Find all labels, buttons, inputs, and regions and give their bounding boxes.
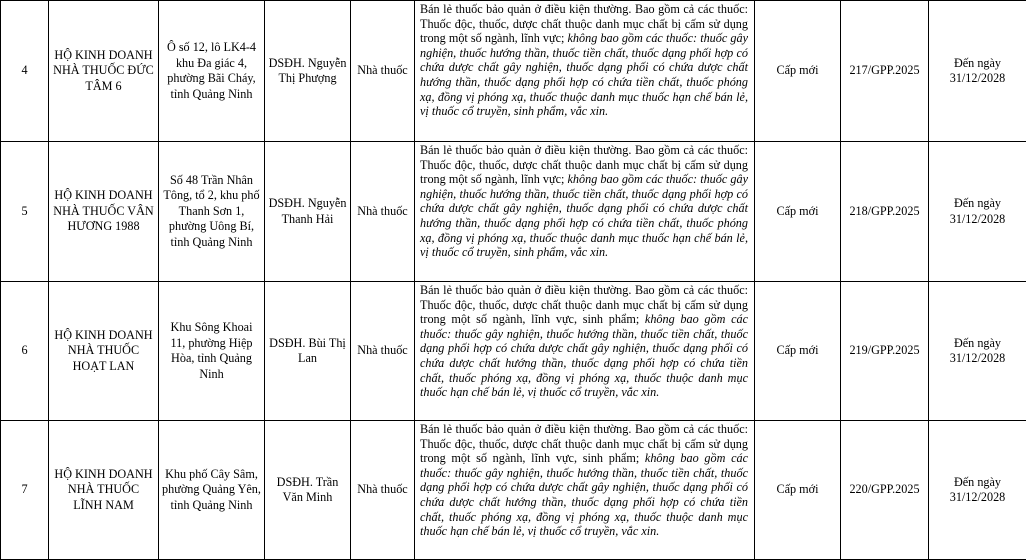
- expiry-date: Đến ngày 31/12/2028: [929, 282, 1026, 421]
- table-row: [1, 282, 1026, 421]
- row-number: 4: [1, 1, 49, 142]
- business-address: Số 48 Trần Nhân Tông, tổ 2, khu phố Thanh Sơn 1, phường Uông Bí, tỉnh Quảng Ninh: [159, 142, 265, 282]
- scope-plain-text: Bán lẻ thuốc bảo quản ở điều kiện thường. Bao gồm cả các thuốc: Thuốc độc, thuốc, dược chất thuộc danh mục chất bị cấm sử dụng trong một số ngành, lĩnh vực;: [420, 143, 748, 186]
- issuance-form: Cấp mới: [755, 421, 841, 560]
- certificate-number: 219/GPP.2025: [841, 282, 929, 421]
- responsible-pharmacist: DSĐH. Nguyễn Thị Phượng: [265, 1, 351, 142]
- business-address: Khu Sông Khoai 11, phường Hiệp Hòa, tỉnh Quảng Ninh: [159, 282, 265, 421]
- scope-excluded-text: không bao gồm các thuốc: thuốc gây nghiện, thuốc hướng thần, thuốc tiền chất, thuốc dạng phối hợp có chứa dược chất gây nghiện, thuốc dạng phối có chứa dược chất hướng thần, thuốc dạng phối hợp có chứa tiền chất, thuốc phóng xạ, đồng vị phóng xạ, thuốc thuộc danh mục thuốc hạn chế bán lẻ, vị thuốc cổ truyền, sinh phẩm, vắc xin.: [420, 172, 748, 259]
- business-type: Nhà thuốc: [351, 421, 415, 560]
- row-number: 7: [1, 421, 49, 560]
- business-scope: [415, 1, 755, 142]
- business-address: Khu phố Cây Sâm, phường Quảng Yên, tỉnh Quảng Ninh: [159, 421, 265, 560]
- scope-excluded-text: không bao gồm các thuốc: thuốc gây nghiện, thuốc hướng thần, thuốc tiền chất, thuốc dạng phối hợp có chứa dược chất gây nghiện, thuốc dạng phối có chứa dược chất hướng thần, thuốc dạng phối hợp có chứa tiền chất, thuốc phóng xạ, đồng vị phóng xạ, thuốc thuộc danh mục thuốc hạn chế bán lẻ, vị thuốc cổ truyền, sinh phẩm, vắc xin.: [420, 31, 748, 118]
- table-row: [1, 1, 1026, 142]
- expiry-date: Đến ngày 31/12/2028: [929, 421, 1026, 560]
- scope-plain-text: Bán lẻ thuốc bảo quản ở điều kiện thường. Bao gồm cả các thuốc: Thuốc độc, thuốc, dược chất thuộc danh mục chất bị cấm sử dụng trong một số ngành, lĩnh vực, sinh phẩm;: [420, 422, 748, 465]
- certificate-number: 218/GPP.2025: [841, 142, 929, 282]
- business-scope: [415, 282, 755, 421]
- business-name: HỘ KINH DOANH NHÀ THUỐC ĐỨC TÂM 6: [49, 1, 159, 142]
- business-name: HỘ KINH DOANH NHÀ THUỐC LĨNH NAM: [49, 421, 159, 560]
- issuance-form: Cấp mới: [755, 1, 841, 142]
- expiry-date: Đến ngày 31/12/2028: [929, 142, 1026, 282]
- scope-plain-text: Bán lẻ thuốc bảo quản ở điều kiện thường. Bao gồm cả các thuốc: Thuốc độc, thuốc, dược chất thuộc danh mục chất bị cấm sử dụng trong một số ngành, lĩnh vực, sinh phẩm;: [420, 283, 748, 326]
- scope-excluded-text: không bao gồm các thuốc: thuốc gây nghiện, thuốc hướng thần, thuốc tiền chất, thuốc dạng phối hợp có chứa dược chất gây nghiện, thuốc dạng phối có chứa dược chất hướng thần, thuốc dạng phối hợp có chứa tiền chất, thuốc phóng xạ, đồng vị phóng xạ, thuốc thuộc danh mục thuốc hạn chế bán lẻ, vị thuốc cổ truyền, vắc xin.: [420, 312, 748, 399]
- business-type: Nhà thuốc: [351, 142, 415, 282]
- scope-excluded-text: không bao gồm các thuốc: thuốc gây nghiện, thuốc hướng thần, thuốc tiền chất, thuốc dạng phối hợp có chứa dược chất gây nghiện, thuốc dạng phối có chứa dược chất hướng thần, thuốc dạng phối hợp có chứa tiền chất, thuốc phóng xạ, đồng vị phóng xạ, thuốc thuộc danh mục thuốc hạn chế bán lẻ, vị thuốc cổ truyền, vắc xin.: [420, 451, 748, 538]
- responsible-pharmacist: DSĐH. Bùi Thị Lan: [265, 282, 351, 421]
- issuance-form: Cấp mới: [755, 142, 841, 282]
- business-address: Ô số 12, lô LK4-4 khu Đa giác 4, phường Bãi Cháy, tỉnh Quảng Ninh: [159, 1, 265, 142]
- business-type: Nhà thuốc: [351, 1, 415, 142]
- scope-plain-text: Bán lẻ thuốc bảo quản ở điều kiện thường. Bao gồm cả các thuốc: Thuốc độc, thuốc, dược chất thuộc danh mục chất bị cấm sử dụng trong một số ngành, lĩnh vực;: [420, 2, 748, 45]
- row-number: 6: [1, 282, 49, 421]
- business-scope: [415, 421, 755, 560]
- certificate-number: 217/GPP.2025: [841, 1, 929, 142]
- certificate-number: 220/GPP.2025: [841, 421, 929, 560]
- table-row: [1, 421, 1026, 560]
- business-type: Nhà thuốc: [351, 282, 415, 421]
- row-number: 5: [1, 142, 49, 282]
- responsible-pharmacist: DSĐH. Trần Văn Minh: [265, 421, 351, 560]
- business-scope: [415, 142, 755, 282]
- business-name: HỘ KINH DOANH NHÀ THUỐC HOẠT LAN: [49, 282, 159, 421]
- responsible-pharmacist: DSĐH. Nguyễn Thanh Hải: [265, 142, 351, 282]
- expiry-date: Đến ngày 31/12/2028: [929, 1, 1026, 142]
- issuance-form: Cấp mới: [755, 282, 841, 421]
- table-row: [1, 142, 1026, 282]
- business-name: HỘ KINH DOANH NHÀ THUỐC VÂN HƯƠNG 1988: [49, 142, 159, 282]
